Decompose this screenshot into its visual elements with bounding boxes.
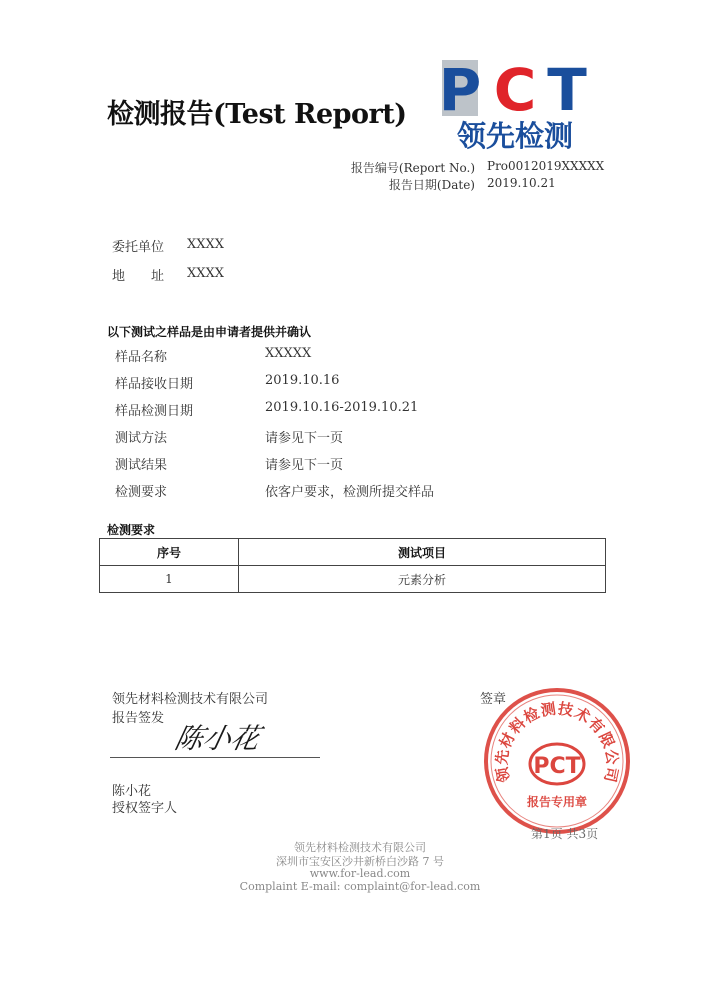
pct-logo: [440, 58, 590, 152]
client-address-label: 地 址: [112, 269, 165, 284]
footer-address: 深圳市宝安区沙井新桥白沙路 7 号: [276, 855, 444, 868]
logo-letter-p: P: [440, 58, 482, 124]
column-header-no: 序号: [100, 539, 239, 566]
footer-website: www.for-lead.com: [309, 867, 411, 880]
sample-row-value: 2019.10.16: [265, 373, 340, 388]
report-no-label: 报告编号(Report No.): [350, 161, 475, 175]
requirements-table: [99, 538, 606, 593]
sample-row-label: 检测要求: [115, 485, 168, 500]
report-title: 检测报告(Test Report): [107, 99, 407, 130]
company-name: 领先材料检测技术有限公司: [112, 692, 269, 707]
report-date-value: 2019.10.21: [487, 176, 556, 190]
client-unit-label: 委托单位: [112, 240, 165, 255]
seal-bottom-text: 报告专用章: [526, 795, 588, 809]
logo-letter-c: C: [493, 58, 537, 124]
requirements-heading: 检测要求: [107, 523, 156, 537]
footer-complaint-email: Complaint E-mail: complaint@for-lead.com: [239, 880, 481, 893]
official-seal: [482, 686, 632, 836]
sample-row-value: 请参见下一页: [265, 431, 344, 446]
client-unit-value: XXXX: [187, 237, 225, 252]
sample-row-label: 测试结果: [115, 458, 168, 473]
seal-label: 签章: [480, 692, 507, 707]
sample-row-label: 样品名称: [115, 350, 168, 365]
report-no-value: Pro0012019XXXXX: [487, 159, 605, 173]
logo-letter-t: T: [547, 58, 587, 124]
issue-label: 报告签发: [112, 711, 165, 726]
signer-title: 授权签字人: [112, 801, 178, 816]
page-info: 第1页 共3页: [531, 827, 599, 841]
seal-center-text: PCT: [533, 754, 581, 779]
requirements-table-wrap: [99, 538, 606, 593]
client-address-value: XXXX: [187, 266, 225, 281]
report-no-label-wrap: [300, 159, 475, 175]
table-header-row: [100, 539, 606, 566]
sample-row-value: 请参见下一页: [265, 458, 344, 473]
sample-row-value: 依客户要求，检测所提交样品: [265, 485, 435, 500]
footer-company: 领先材料检测技术有限公司: [294, 841, 426, 854]
sample-row-label: 样品检测日期: [115, 404, 194, 419]
sample-row-value: 2019.10.16-2019.10.21: [265, 400, 419, 415]
sample-row-label: 测试方法: [115, 431, 168, 446]
signature-line: [110, 757, 320, 758]
table-cell-no: 1: [100, 566, 239, 593]
handwritten-signature: [172, 716, 272, 758]
signer-name: 陈小花: [112, 784, 152, 799]
signature-text: 陈小花: [172, 722, 263, 755]
column-header-item: 测试项目: [239, 539, 606, 566]
sample-row-value: XXXXX: [265, 346, 312, 361]
sample-section-heading: 以下测试之样品是由申请者提供并确认: [107, 325, 312, 339]
table-row: [100, 566, 606, 593]
sample-row-label: 样品接收日期: [115, 377, 194, 392]
logo-subtitle: 领先检测: [456, 119, 574, 152]
report-date-label: 报告日期(Date): [388, 178, 475, 192]
seal-ring-text: 领先材料检测技术有限公司: [492, 699, 622, 785]
table-cell-item: 元素分析: [239, 566, 606, 593]
report-date-label-wrap: [300, 176, 475, 192]
